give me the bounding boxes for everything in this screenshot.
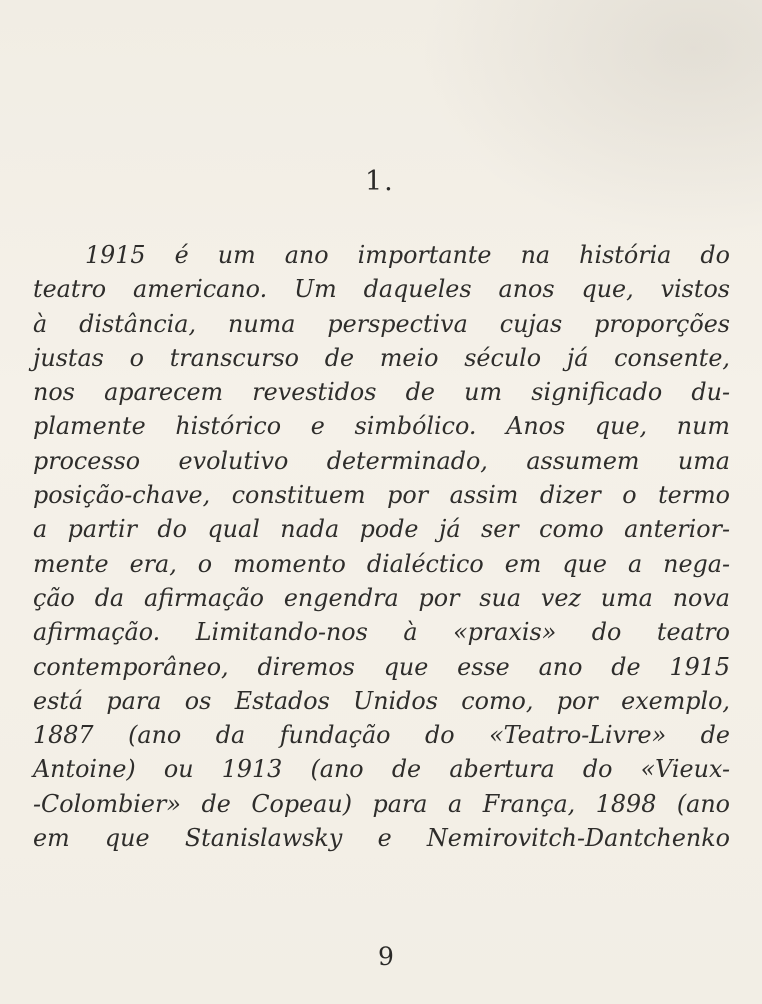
- text-line: em que Stanislawsky e Nemirovitch-Dantchenko: [33, 824, 730, 853]
- text-line: afirmação. Limitando-nos à «praxis» do teatro: [33, 618, 730, 647]
- text-line: ção da afirmação engendra por sua vez uma nova: [33, 583, 730, 612]
- text-line: teatro americano. Um daqueles anos que, vistos: [33, 275, 730, 304]
- text-line: a partir do qual nada pode já ser como anterior-: [33, 515, 730, 544]
- page-number: 9: [378, 942, 394, 971]
- text-line: processo evolutivo determinado, assumem uma: [33, 446, 730, 475]
- text-line: nos aparecem revestidos de um significado du-: [33, 378, 730, 407]
- text-line: está para os Estados Unidos como, por exemplo,: [33, 686, 730, 715]
- chapter-number: 1.: [365, 166, 395, 197]
- text-line: à distância, numa perspectiva cujas proporções: [33, 309, 730, 338]
- text-line: mente era, o momento dialéctico em que a nega-: [33, 549, 730, 578]
- text-line: posição-chave, constituem por assim dizer o termo: [33, 481, 730, 510]
- text-line: plamente histórico e simbólico. Anos que, num: [33, 412, 730, 441]
- text-line: contemporâneo, diremos que esse ano de 1915: [33, 652, 730, 681]
- text-line: -Colombier» de Copeau) para a França, 1898 (ano: [33, 789, 730, 818]
- text-line: justas o transcurso de meio século já consente,: [33, 343, 730, 372]
- text-line: 1887 (ano da fundação do «Teatro-Livre» de: [33, 721, 730, 750]
- show-through-shadow: [420, 0, 762, 240]
- body-paragraph: [33, 238, 730, 855]
- text-line: Antoine) ou 1913 (ano de abertura do «Vieux-: [33, 755, 730, 784]
- text-line: 1915 é um ano importante na história do: [85, 241, 730, 269]
